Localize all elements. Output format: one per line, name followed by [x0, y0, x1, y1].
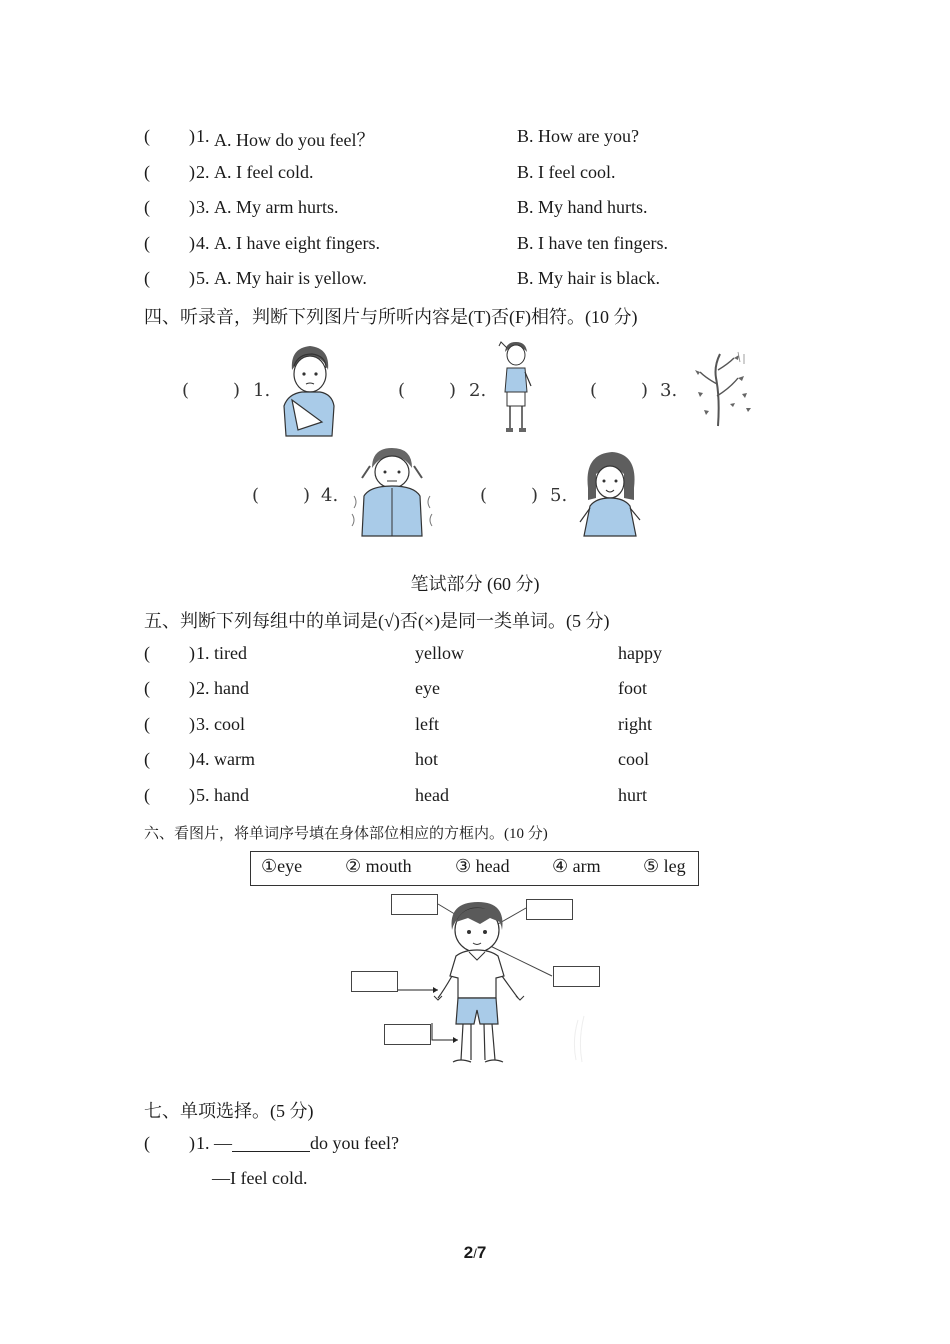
option-a: A. How do you feel？ — [214, 130, 375, 150]
word-3: right — [618, 714, 652, 734]
word-2: hot — [415, 749, 439, 769]
section5-title: 五、判断下列每组中的单词是(√)否(×)是同一类单词。(5 分) — [144, 611, 610, 631]
picture-number: 2. — [469, 380, 487, 401]
word-bank-item: ④ arm — [552, 856, 601, 876]
answer-paren-open: ( — [144, 162, 150, 182]
word-3: foot — [618, 678, 647, 698]
word-bank-item: ①eye — [261, 856, 303, 876]
answer-paren-close: ) — [189, 162, 195, 182]
answer-paren-open: ( — [252, 485, 260, 506]
section4-title: 四、听录音，判断下列图片与所听内容是(T)否(F)相符。(10 分) — [144, 307, 638, 327]
word-bank-item: ⑤ leg — [643, 856, 686, 876]
girl-smiling-picture — [578, 448, 642, 540]
answer-paren-open: ( — [398, 380, 406, 401]
answer-paren-close: ) — [189, 785, 195, 805]
question-number: 3. — [196, 714, 210, 734]
answer-paren-open: ( — [144, 1133, 150, 1153]
answer-paren-open: ( — [144, 749, 150, 769]
answer-paren-open: ( — [144, 233, 150, 253]
answer-paren-close: ) — [303, 485, 311, 506]
question-number: 4. — [196, 233, 210, 253]
answer-paren-open: ( — [144, 197, 150, 217]
answer-paren-open: ( — [182, 380, 190, 401]
word-3: happy — [618, 643, 662, 663]
picture-number: 3. — [660, 380, 678, 401]
question-number: 2. — [196, 678, 210, 698]
answer-paren-close: ) — [641, 380, 649, 401]
word-1: hand — [214, 785, 249, 805]
option-a: A. My arm hurts. — [214, 197, 339, 217]
fill-blank[interactable] — [232, 1137, 310, 1152]
word-3: cool — [618, 749, 649, 769]
answer-paren-close: ) — [531, 485, 539, 506]
tree-windy-picture — [690, 348, 760, 428]
question-number: 3. — [196, 197, 210, 217]
picture-number: 4. — [321, 485, 339, 506]
word-2: head — [415, 785, 449, 805]
word-1: hand — [214, 678, 249, 698]
question-number: 4. — [196, 749, 210, 769]
girl-shivering-picture — [350, 444, 434, 544]
answer-paren-close: ) — [189, 268, 195, 288]
word-1: tired — [214, 643, 247, 663]
answer-paren-open: ( — [480, 485, 488, 506]
word-2: yellow — [415, 643, 464, 663]
word-bank-item: ② mouth — [345, 856, 412, 876]
option-a: A. I feel cold. — [214, 162, 314, 182]
answer-paren-close: ) — [233, 380, 241, 401]
answer-paren-close: ) — [189, 643, 195, 663]
word-3: hurt — [618, 785, 647, 805]
option-a: A. My hair is yellow. — [214, 268, 367, 288]
option-b: B. I have ten fingers. — [517, 233, 668, 253]
answer-paren-open: ( — [144, 643, 150, 663]
answer-paren-open: ( — [144, 678, 150, 698]
answer-paren-close: ) — [189, 1133, 195, 1153]
word-bank-box — [250, 851, 699, 886]
answer-paren-open: ( — [590, 380, 598, 401]
question-suffix: do you feel? — [310, 1133, 399, 1153]
total-pages: 7 — [476, 1243, 487, 1262]
section7-title: 七、单项选择。(5 分) — [144, 1101, 314, 1121]
answer-paren-close: ) — [189, 233, 195, 253]
question-prefix: 1. — — [196, 1133, 232, 1153]
option-b: B. I feel cool. — [517, 162, 616, 182]
word-bank-item: ③ head — [455, 856, 510, 876]
answer-paren-close: ) — [189, 678, 195, 698]
option-b: B. My hand hurts. — [517, 197, 648, 217]
option-b: B. How are you? — [517, 126, 639, 146]
option-a: A. I have eight fingers. — [214, 233, 380, 253]
question-number: 1. — [196, 126, 210, 146]
word-2: eye — [415, 678, 440, 698]
answer-paren-close: ) — [449, 380, 457, 401]
written-part-heading: 笔试部分 (60 分) — [410, 574, 540, 594]
picture-number: 1. — [253, 380, 271, 401]
question-number: 2. — [196, 162, 210, 182]
question-number: 1. — [196, 643, 210, 663]
word-1: warm — [214, 749, 255, 769]
question-number: 5. — [196, 785, 210, 805]
option-b: B. My hair is black. — [517, 268, 660, 288]
answer-paren-close: ) — [189, 749, 195, 769]
word-2: left — [415, 714, 439, 734]
current-page: 2 — [463, 1243, 474, 1262]
word-1: cool — [214, 714, 245, 734]
page-number — [0, 1243, 950, 1263]
answer-paren-open: ( — [144, 126, 150, 146]
boy-body-diagram — [340, 890, 620, 1075]
boy-scratching-head-picture — [497, 340, 535, 438]
answer-paren-close: ) — [189, 197, 195, 217]
page-separator: / — [473, 1246, 477, 1261]
answer-paren-close: ) — [189, 126, 195, 146]
boy-arm-sling-picture — [278, 340, 338, 440]
answer-paren-close: ) — [189, 714, 195, 734]
question-number: 5. — [196, 268, 210, 288]
picture-number: 5. — [550, 485, 568, 506]
answer-paren-open: ( — [144, 785, 150, 805]
answer-paren-open: ( — [144, 268, 150, 288]
section6-title: 六、看图片，将单词序号填在身体部位相应的方框内。(10 分) — [144, 826, 548, 842]
answer-line: —I feel cold. — [212, 1168, 308, 1188]
answer-paren-open: ( — [144, 714, 150, 734]
